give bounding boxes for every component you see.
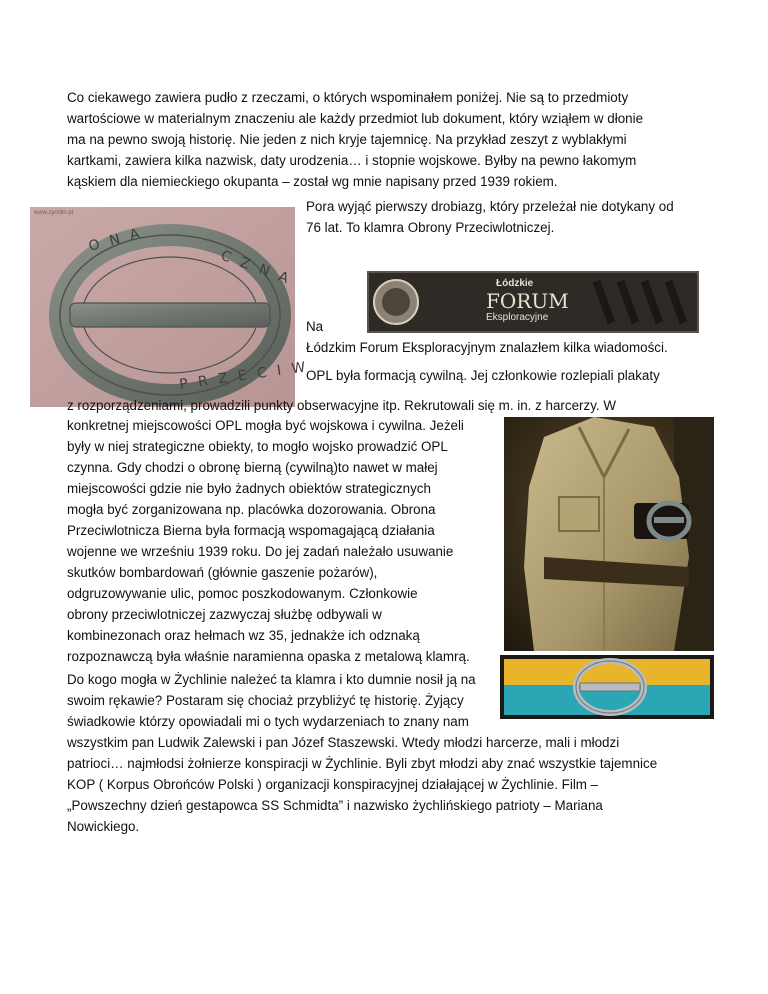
text-line: mogła być zorganizowana np. placówka dozorowania. Obrona bbox=[67, 502, 436, 517]
text-line: KOP ( Korpus Obrońców Polski ) organizacji konspiracyjnej działającej w Żychlinie. Film – bbox=[67, 777, 599, 792]
text-line: świadkowie którzy opowiadali mi o tych wydarzeniach to znany nam bbox=[67, 714, 469, 729]
svg-text:O N A: O N A bbox=[86, 225, 145, 255]
text-line: kombinezonach oraz hełmach wz 35, jednakże ich odznaką bbox=[67, 628, 420, 643]
text-line: patrioci… najmłodsi żołnierze konspiracji w Żychlinie. Byli zbyt młodzi aby znać wszystkie tajemnice bbox=[67, 756, 658, 771]
text-line: ma na pewno swoją historię. Nie jeden z nich kryje tajemnicę. Na przykład zeszyt z wyblakłymi bbox=[67, 132, 627, 147]
text-line: Do kogo mogła w Żychlinie należeć ta klamra i kto dumnie nosił ją na bbox=[67, 672, 476, 687]
logo-line-2: FORUM bbox=[486, 289, 569, 313]
text-line: „Powszechny dzień gestapowca SS Schmidta” i nazwisko żychlińskiego patrioty – Mariana bbox=[67, 798, 603, 813]
text-line: Łódzkim Forum Eksploracyjnym znalazłem kilka wiadomości. bbox=[306, 340, 668, 355]
buckle-photo bbox=[30, 207, 310, 407]
armband-photo bbox=[500, 655, 714, 719]
text-line: czynna. Gdy chodzi o obronę bierną (cywilną)to nawet w małej bbox=[67, 460, 438, 475]
text-line: obrony przeciwlotniczej zazwyczaj służbę odbywali w bbox=[67, 607, 382, 622]
text-line: miejscowości gdzie nie było żadnych obiektów strategicznych bbox=[67, 481, 431, 496]
text-line: kąskiem dla niemieckiego okupanta – został wg mnie napisany przed 1939 rokiem. bbox=[67, 174, 558, 189]
logo-line-1: Łódzkie bbox=[496, 278, 534, 289]
text-line: Nowickiego. bbox=[67, 819, 140, 834]
text-line: Pora wyjąć pierwszy drobiazg, który przeleżał nie dotykany od bbox=[306, 199, 674, 214]
text-line: wojenne we wrześniu 1939 roku. Do jej zadań należało usuwanie bbox=[67, 544, 454, 559]
text-line: skutków bombardowań (głównie gaszenie pożarów), bbox=[67, 565, 378, 580]
text-line: odgruzowywanie ulic, pomoc poszkodowanym. Członkowie bbox=[67, 586, 418, 601]
text-line: swoim rękawie? Postaram się chociaż przybliżyć tę historię. Żyjący bbox=[67, 693, 464, 708]
text-line: OPL była formacją cywilną. Jej członkowie rozlepiali plakaty bbox=[306, 368, 660, 383]
text-line: Na bbox=[306, 319, 324, 334]
text-line: z rozporządzeniami, prowadzili punkty obserwacyjne itp. Rekrutowali się m. in. z harcerzy. W bbox=[67, 398, 616, 413]
uniform-photo bbox=[504, 417, 714, 651]
text-line: były w niej strategiczne obiekty, to mogło wojsko prowadzić OPL bbox=[67, 439, 448, 454]
text-line: wszystkim pan Ludwik Zalewski i pan Józef Staszewski. Wtedy młodzi harcerze, mali i młodzi bbox=[67, 735, 620, 750]
forum-logo bbox=[368, 272, 698, 332]
svg-text:C Z N A: C Z N A bbox=[218, 247, 294, 288]
text-line: rozpoznawczą była właśnie naramienna opaska z metalową klamrą. bbox=[67, 649, 470, 664]
watermark-text: www.zychlin.pl bbox=[34, 210, 74, 216]
svg-text:P R Z E C I W: P R Z E C I W bbox=[178, 359, 310, 393]
text-line: konkretnej miejscowości OPL mogła być wojskowa i cywilna. Jeżeli bbox=[67, 418, 464, 433]
text-line: Przeciwlotnicza Bierna była formacją wspomagającą działania bbox=[67, 523, 435, 538]
text-line: Co ciekawego zawiera pudło z rzeczami, o których wspominałem poniżej. Nie są to przedmioty bbox=[67, 90, 629, 105]
text-line: kartkami, zawiera kilka nazwisk, daty urodzenia… i stopnie wojskowe. Byłby na pewno łakomym bbox=[67, 153, 637, 168]
logo-line-3: Eksploracyjne bbox=[486, 312, 549, 323]
text-line: wartościowe w materialnym znaczeniu ale każdy przedmiot lub dokument, który wziąłem w dłonie bbox=[67, 111, 644, 126]
text-line: 76 lat. To klamra Obrony Przeciwlotniczej. bbox=[306, 220, 555, 235]
